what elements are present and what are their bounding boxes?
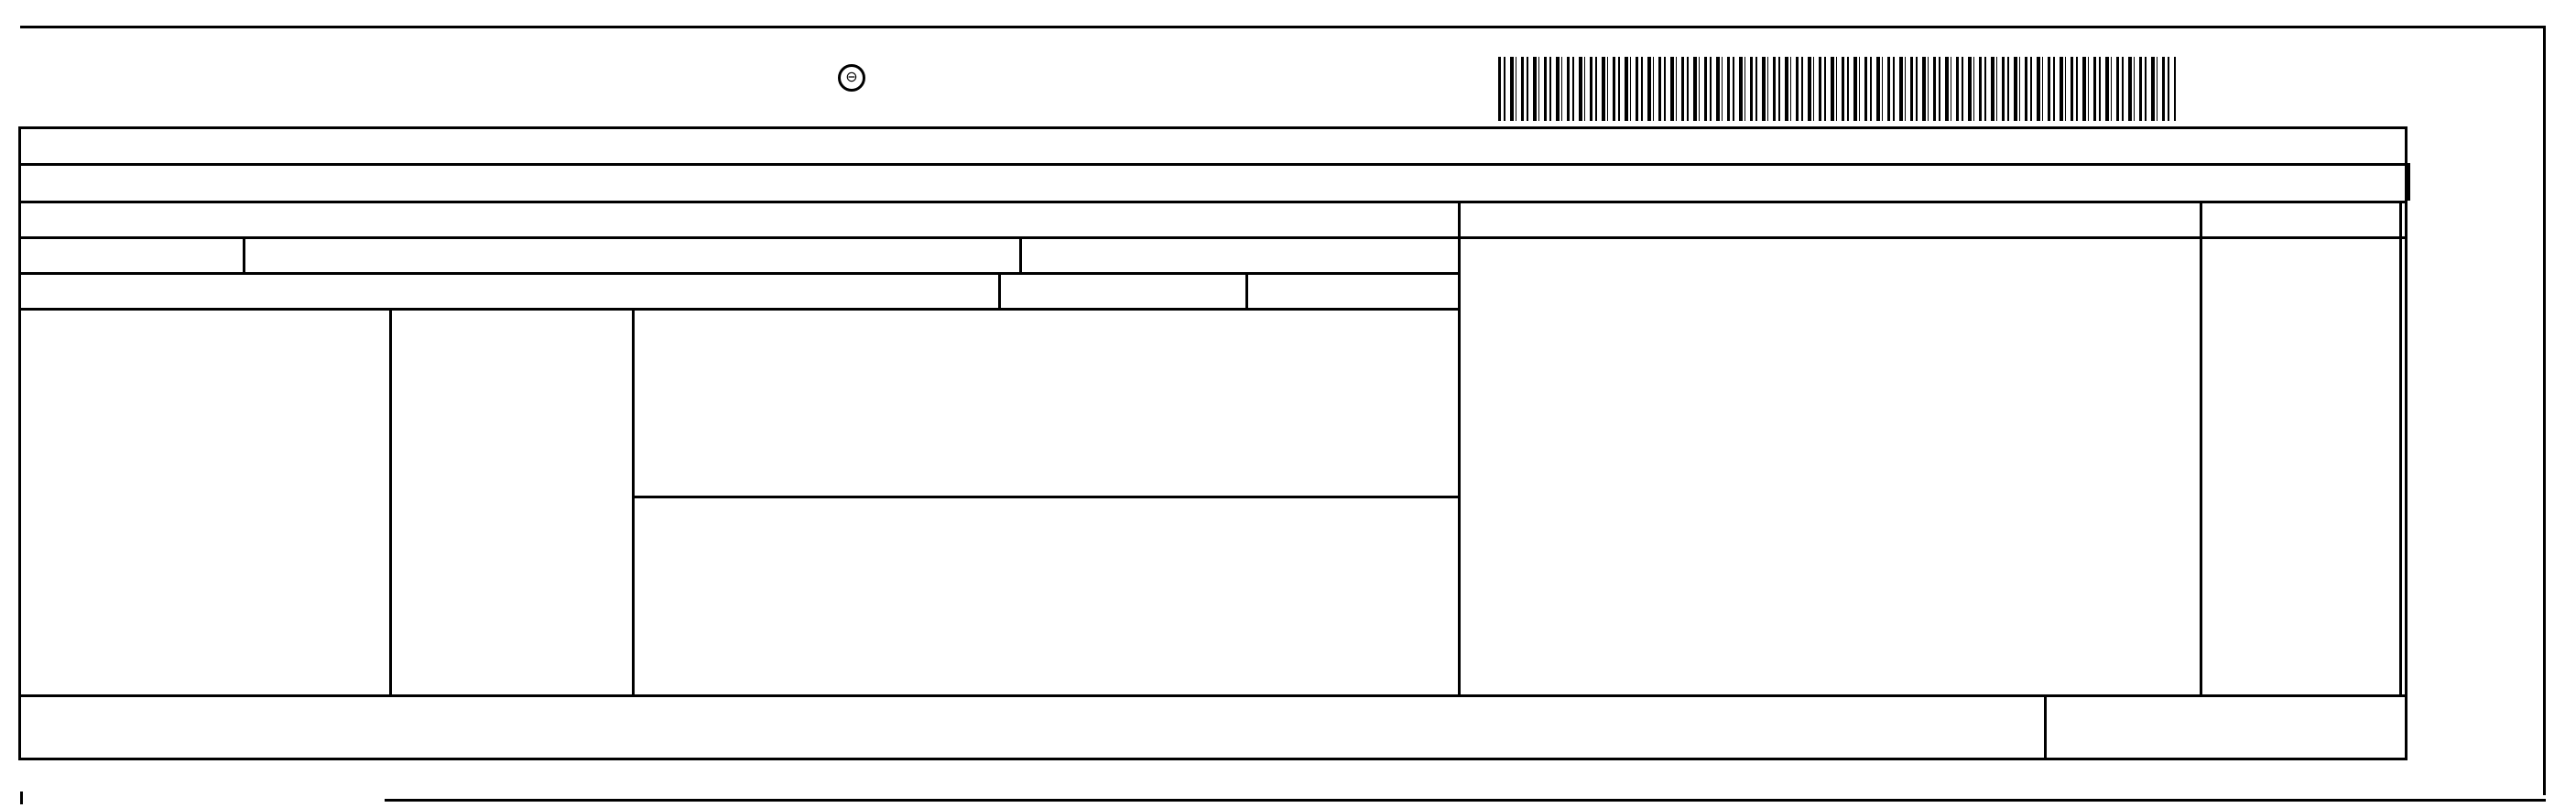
form-frame [18,126,2408,760]
admision-cell [1026,242,1037,273]
certipostal-logo [824,64,879,115]
barcode [1498,57,2176,121]
documento-cell [253,240,266,271]
logo-circle-icon: ⊖ [838,64,865,92]
